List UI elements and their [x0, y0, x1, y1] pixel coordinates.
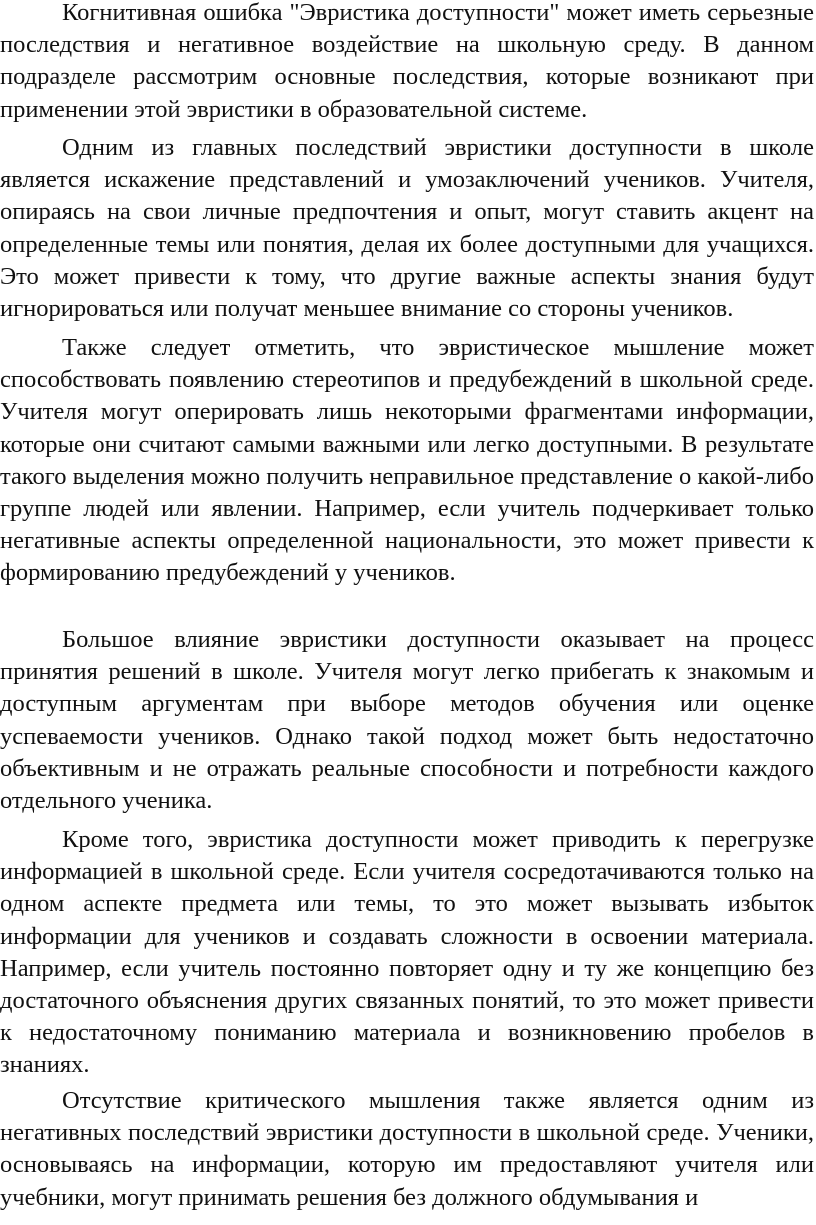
- paragraph-2: Одним из главных последствий эвристики доступности в школе является искажение представлений и умозаключений учеников. Учителя, опираясь на свои личные предпочтения и опыт, могут ставить акцент на определенные темы или понятия, делая их более доступными для учащихся. Это может привести к тому, что другие важные аспекты знания будут игнорироваться или получат меньшее внимание со стороны учеников.: [0, 134, 814, 323]
- paragraph-5: Кроме того, эвристика доступности может приводить к перегрузке информацией в школьной среде. Если учителя сосредотачиваются только на одном аспекте предмета или темы, то это может вызывать избыток информации для учеников и создавать сложности в освоении материала. Например, если учитель постоянно повторяет одну и ту же концепцию без достаточного объяснения других связанных понятий, то это может привести к недостаточному пониманию материала и возникновению пробелов в знаниях.: [0, 826, 814, 1079]
- paragraph-3: Также следует отметить, что эвристическое мышление может способствовать появлению стереотипов и предубеждений в школьной среде. Учителя могут оперировать лишь некоторыми фрагментами информации, которые они считают самыми важными или легко доступными. В результате такого выделения можно получить неправильное представление о какой-либо группе людей или явлении. Например, если учитель подчеркивает только негативные аспекты определенной национальности, это может привести к формированию предубеждений у учеников.: [0, 334, 814, 587]
- paragraph-6: Отсутствие критического мышления также является одним из негативных последствий эвристики доступности в школьной среде. Ученики, основываясь на информации, которую им предоставляют учителя или учебники, могут принимать решения без должного обдумывания и: [0, 1087, 814, 1211]
- paragraph-1: Когнитивная ошибка "Эвристика доступности" может иметь серьезные последствия и негативное воздействие на школьную среду. В данном подразделе рассмотрим основные последствия, которые возникают при применении этой эвристики в образовательной системе.: [0, 0, 814, 123]
- paragraph-4: Большое влияние эвристики доступности оказывает на процесс принятия решений в школе. Учителя могут легко прибегать к знакомым и доступным аргументам при выборе методов обучения или оценке успеваемости учеников. Однако такой подход может быть недостаточно объективным и не отражать реальные способности и потребности каждого отдельного ученика.: [0, 626, 814, 815]
